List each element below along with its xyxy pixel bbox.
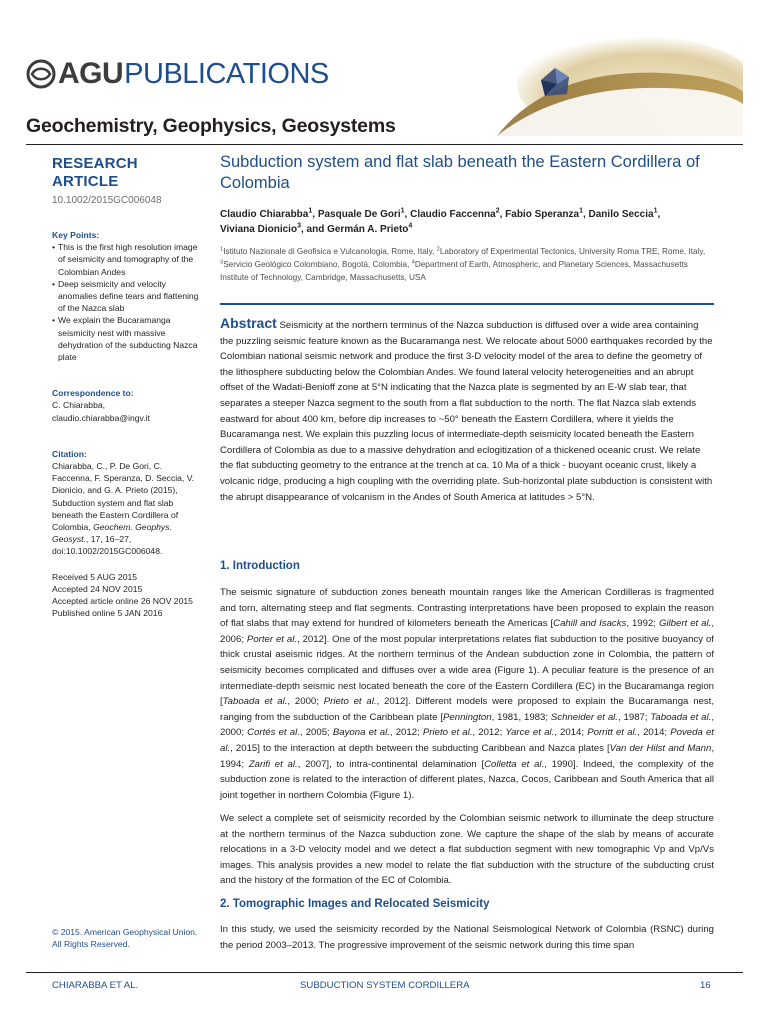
key-points-list: [52, 241, 202, 363]
correspondence-heading: Correspondence to:: [52, 388, 134, 399]
introduction-body: [220, 585, 714, 896]
logo-publications-text: PUBLICATIONS: [124, 57, 329, 90]
affiliations: $^1$Istituto Nazionale di Geofisica e Vulcanologia, Rome, Italy, $^2$Laboratory of Experimental Tectonics, University Roma TRE, Rome, Italy, $^3$Servicio Geológico Colombiano, Bogotá, Colombia, $^4$Department of Earth, Atmospheric, and Planetary Sciences, Massachusetts Institute of Technology, Cambridge, Massachusetts, USA: [220, 246, 706, 282]
history-dates: [52, 571, 202, 620]
key-point: • Deep seismicity and velocity anomalies define tears and flattening of the Nazca slab: [52, 278, 202, 315]
article-header: [220, 152, 714, 284]
journal-cover-banner: [497, 24, 743, 136]
date-received: Received 5 AUG 2015: [52, 571, 138, 582]
correspondence-email[interactable]: claudio.chiarabba@ingv.it: [52, 412, 150, 423]
abstract: [220, 316, 714, 505]
page-number: 16: [700, 980, 711, 991]
section-heading-tomographic-images: 2. Tomographic Images and Relocated Seismicity: [220, 898, 490, 910]
article-title: Subduction system and flat slab beneath the Eastern Cordillera of Colombia: [220, 153, 700, 192]
correspondence-name: C. Chiarabba,: [52, 400, 106, 411]
date-published: Published online 5 JAN 2016: [52, 608, 163, 619]
copyright-notice: © 2015. American Geophysical Union. All Rights Reserved.: [52, 927, 198, 949]
intro-paragraph-2: We select a complete set of seismicity recorded by the Colombian seismic network to illuminate the deep structure at the northern terminus of the Nazca subduction zone. We capture the shape of the slab by means of accurate relocations in a 3-D velocity model and we detect a flat subduction segment with new tomographic Vp and Vp/Vs images. This analysis provides a new model to relate the flat subduction with the structure of the subducting crust and the history of the formation of the EC of Colombia.: [220, 812, 714, 887]
abstract-divider: [220, 303, 714, 305]
key-point: • We explain the Bucaramanga seismicity nest with massive dehydration of the subducting Nazca plate: [52, 314, 202, 363]
key-point: • This is the first high resolution image of seismicity and tomography of the Colombian Andes: [52, 241, 202, 278]
agu-publications-logo: [26, 54, 329, 94]
article-doi[interactable]: 10.1002/2015GC006048: [52, 195, 162, 206]
left-sidebar: [52, 155, 202, 619]
author-list: Claudio Chiarabba$^1$, Pasquale De Gori$^1$, Claudio Faccenna$^2$, Fabio Speranza$^1$, Danilo Seccia$^1$, Viviana Dionicio$^3$, and Germán A. Prieto$^4$: [220, 207, 661, 235]
header-divider: [26, 144, 743, 145]
footer-running-title: SUBDUCTION SYSTEM CORDILLERA: [300, 980, 470, 991]
article-type: RESEARCH ARTICLE: [52, 155, 138, 190]
logo-agu-text: AGU: [58, 57, 124, 90]
intro-paragraph-1: The seismic signature of subduction zones beneath mountain ranges like the American Cordilleras is fragmented and torn, alternating steep and flat segments. Contrasting interpretations have been proposed to explain the reason of flat slabs that may extend for hundred of kilometers beneath the Americas [Cahill and Isacks, 1992; Gilbert et al., 2006; Porter et al., 2012]. One of the most popular interpretations relates flat subduction to the positive buoyancy of thick crustal aseismic ridges. At the northern terminus of the Andean subduction zone in Colombia, the pattern of seismicity becomes complicated and diffuses over a wide area (Figure 1). A peculiar feature is the presence of an intermediate-depth seismic nest located beneath the core of the Eastern Cordillera (EC) in the Bucaramanga region [Taboada et al., 2000; Prieto et al., 2012]. Different models were proposed to explain the Bucaramanga nest, ranging from the subduction of the Caribbean plate [Pennington, 1981, 1983; Schneider et al., 1987; Taboada et al., 2000; Cortés et al., 2005; Bayona et al., 2012; Prieto et al., 2012; Yarce et al., 2014; Porritt et al., 2014; Poveda et al., 2015] to the interaction at depth between the subducting Caribbean and Nazca plates [Van der Hilst and Mann, 1994; Zarifi et al., 2007], to intra-continental delamination [Colletta et al., 1990]. Indeed, the complexity of the subduction zone is related to the interaction of different plates, Nazca, Cocos, Caribbean and South America that all joint together in northern Colombia (Figure 1).: [220, 587, 715, 801]
citation-heading: Citation:: [52, 448, 87, 459]
abstract-heading: Abstract: [220, 315, 277, 331]
agu-globe-icon: [26, 59, 56, 89]
footer-divider: [26, 972, 743, 973]
section-2-body: [220, 922, 714, 953]
key-points-heading: Key Points:: [52, 230, 100, 240]
date-accepted-online: Accepted article online 26 NOV 2015: [52, 596, 193, 607]
journal-title: Geochemistry, Geophysics, Geosystems: [26, 115, 396, 137]
citation-text: Chiarabba, C., P. De Gori, C. Faccenna, F. Speranza, D. Seccia, V. Dionicio, and G. A. Prieto (2015), Subduction system and flat slab beneath the Eastern Cordillera of Colombia, Geochem. Geophys. Geosyst., 17, 16–27, doi:10.1002/2015GC006048.: [52, 461, 195, 557]
section-2-paragraph-1: In this study, we used the seismicity recorded by the National Seismological Network of Colombia (RSNC) during the period 2003–2013. The progressive improvement of the seismic network during this time span: [220, 924, 714, 951]
footer-authors: CHIARABBA ET AL.: [52, 980, 139, 991]
date-accepted: Accepted 24 NOV 2015: [52, 583, 143, 594]
abstract-text: Seismicity at the northern terminus of the Nazca subduction is diffused over a wide area containing the puzzling seismic feature known as the Bucaramanga nest. We relocate about 5000 earthquakes recorded by the Colombian national seismic network and produce the first 3-D velocity model of the area to define the geometry of the lithosphere subducting below the Colombian Andes. We found lateral velocity heterogeneities and an abrupt offset of the Wadati-Benioff zone at 5°N indicating that the Nazca plate is segmented by an E-W slab tear, that separates a steeper Nazca segment to the south from a flat subduction to the north. The flat Nazca slab extends eastward for about 400 km, before dip increases to ~50° beneath the Eastern Cordillera, where it yields the Bucaramanga nest. We explain this puzzling locus of intermediate-depth seismicity located beneath the Eastern Cordillera of Colombia as due to a massive dehydration and eclogitization of a thickened oceanic crust. We relate the flat subducting geometry to the entrance at the trench at ca. 10 Ma of a thick - buoyant oceanic crust, likely a volcanic ridge, producing a high coupling with the overriding plate. Sub-horizontal plate subduction is consistent with the abrupt disappearance of volcanism in the Andes of South America at latitudes > 5°N.: [220, 320, 713, 503]
section-heading-introduction: 1. Introduction: [220, 560, 300, 572]
